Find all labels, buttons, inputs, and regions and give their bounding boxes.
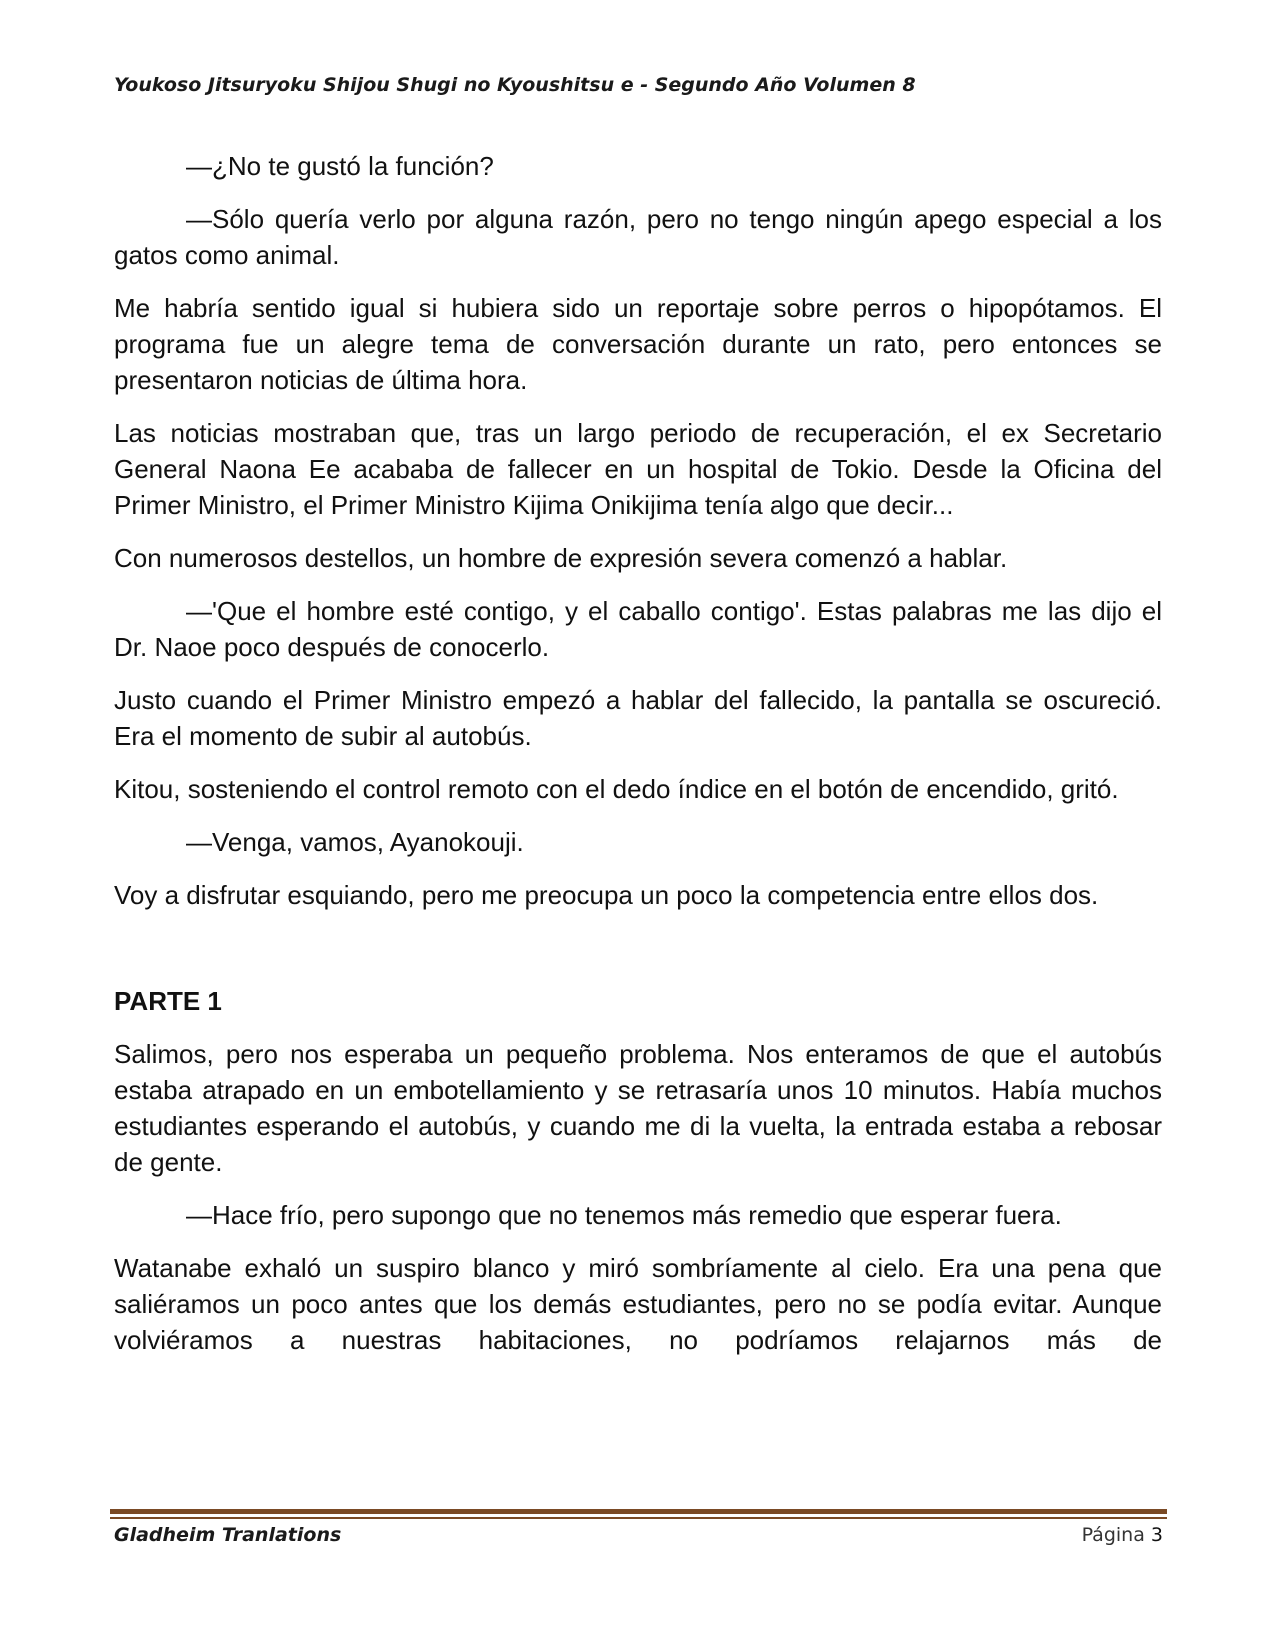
page-number: 3: [1150, 1524, 1163, 1546]
page-label: Página: [1081, 1524, 1145, 1546]
paragraph: Con numerosos destellos, un hombre de expresión severa comenzó a hablar.: [114, 543, 1008, 573]
paragraph: Kitou, sosteniendo el control remoto con el dedo índice en el botón de encendido, gritó.: [114, 774, 1119, 804]
paragraph: Voy a disfrutar esquiando, pero me preocupa un poco la competencia entre ellos dos.: [114, 880, 1099, 910]
paragraph: Watanabe exhaló un suspiro blanco y miró sombríamente al cielo. Era una pena que saliéramos un poco antes que los demás estudiantes, pero no se podía evitar. Aunque volviéramos a nuestras habitaciones, no podríamos relajarnos más de: [114, 1253, 1162, 1355]
paragraph-dialogue: —Venga, vamos, Ayanokouji.: [186, 827, 524, 857]
paragraph-dialogue: —'Que el hombre esté contigo, y el caballo contigo'. Estas palabras me las dijo el Dr. Naoe poco después de conocerlo.: [114, 596, 1162, 662]
footer-page-indicator: [1082, 1524, 1163, 1546]
footer-publisher: Gladheim Tranlations: [114, 1524, 342, 1546]
paragraph-dialogue: —¿No te gustó la función?: [186, 151, 494, 181]
paragraph-dialogue: —Sólo quería verlo por alguna razón, pero no tengo ningún apego especial a los gatos como animal.: [114, 204, 1162, 270]
page-header-title: Youkoso Jitsuryoku Shijou Shugi no Kyoushitsu e - Segundo Año Volumen 8: [114, 74, 916, 96]
section-heading: PARTE 1: [114, 986, 222, 1016]
paragraph: Salimos, pero nos esperaba un pequeño problema. Nos enteramos de que el autobús estaba atrapado en un embotellamiento y se retrasaría unos 10 minutos. Había muchos estudiantes esperando el autobús, y cuando me di la vuelta, la entrada estaba a rebosar de gente.: [114, 1039, 1162, 1177]
paragraph: Me habría sentido igual si hubiera sido un reportaje sobre perros o hipopótamos. El programa fue un alegre tema de conversación durante un rato, pero entonces se presentaron noticias de última hora.: [114, 293, 1162, 395]
footer-divider-thin: [110, 1517, 1167, 1519]
paragraph-dialogue: —Hace frío, pero supongo que no tenemos más remedio que esperar fuera.: [186, 1200, 1062, 1230]
paragraph: Las noticias mostraban que, tras un largo periodo de recuperación, el ex Secretario General Naona Ee acababa de fallecer en un hospital de Tokio. Desde la Oficina del Primer Ministro, el Primer Ministro Kijima Onikijima tenía algo que decir...: [114, 418, 1162, 520]
paragraph: Justo cuando el Primer Ministro empezó a hablar del fallecido, la pantalla se oscureció. Era el momento de subir al autobús.: [114, 685, 1162, 751]
page-body: [114, 148, 1162, 1358]
footer-divider: [110, 1509, 1167, 1514]
